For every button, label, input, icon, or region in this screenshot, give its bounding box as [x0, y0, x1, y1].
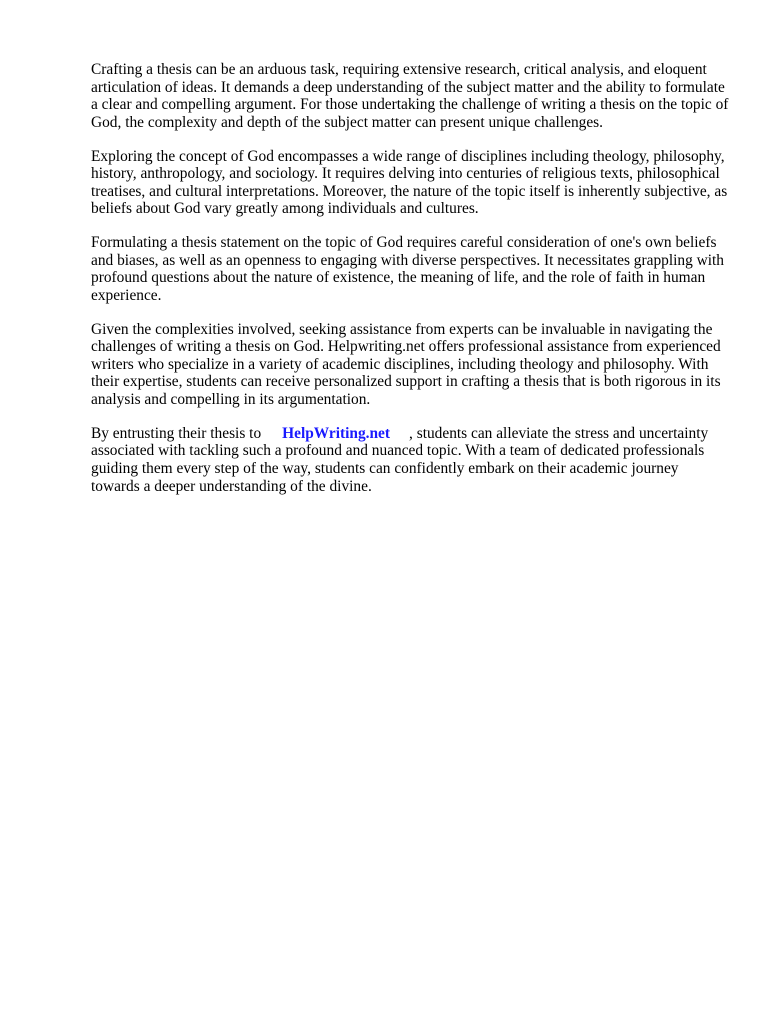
paragraph-assistance: Given the complexities involved, seeking assistance from experts can be invaluable in navigating the challenges of writing a thesis on God. Helpwriting.net offers professional assistance from experienced writers who specialize in a variety of academic disciplines, including theology and philosophy. With their expertise, students can receive personalized support in crafting a thesis that is both rigorous in its analysis and compelling in its argumentation. [91, 320, 721, 409]
document-page [91, 61, 731, 511]
helpwriting-link[interactable]: HelpWriting.net [282, 424, 391, 442]
paragraph-concept: Exploring the concept of God encompasses a wide range of disciplines including theology, philosophy, history, anthropology, and sociology. It requires delving into centuries of religious texts, philosophical treatises, and cultural interpretations. Moreover, the nature of the topic itself is inherently subjective, as beliefs about God vary greatly among individuals and cultures. [91, 147, 728, 218]
paragraph-thesis-statement: Formulating a thesis statement on the topic of God requires careful consideration of one's own beliefs and biases, as well as an openness to engaging with diverse perspectives. It necessitates grappling with profound questions about the nature of existence, the meaning of life, and the role of faith in human experience. [91, 234, 724, 304]
paragraph-conclusion [91, 425, 731, 495]
conclusion-lead-text: By entrusting their thesis to [91, 424, 262, 442]
paragraph-intro: Crafting a thesis can be an arduous task, requiring extensive research, critical analysis, and eloquent articulation of ideas. It demands a deep understanding of the subject matter and the ability to formulate a clear and compelling argument. For those undertaking the challenge of writing a thesis on the topic of God, the complexity and depth of the subject matter can present unique challenges. [91, 61, 729, 131]
conclusion-trail-text: , students can alleviate the stress and uncertainty associated with tackling such a profound and nuanced topic. With a team of dedicated professionals guiding them every step of the way, students can confidently embark on their academic journey towards a deeper understanding of the divine. [91, 424, 709, 495]
